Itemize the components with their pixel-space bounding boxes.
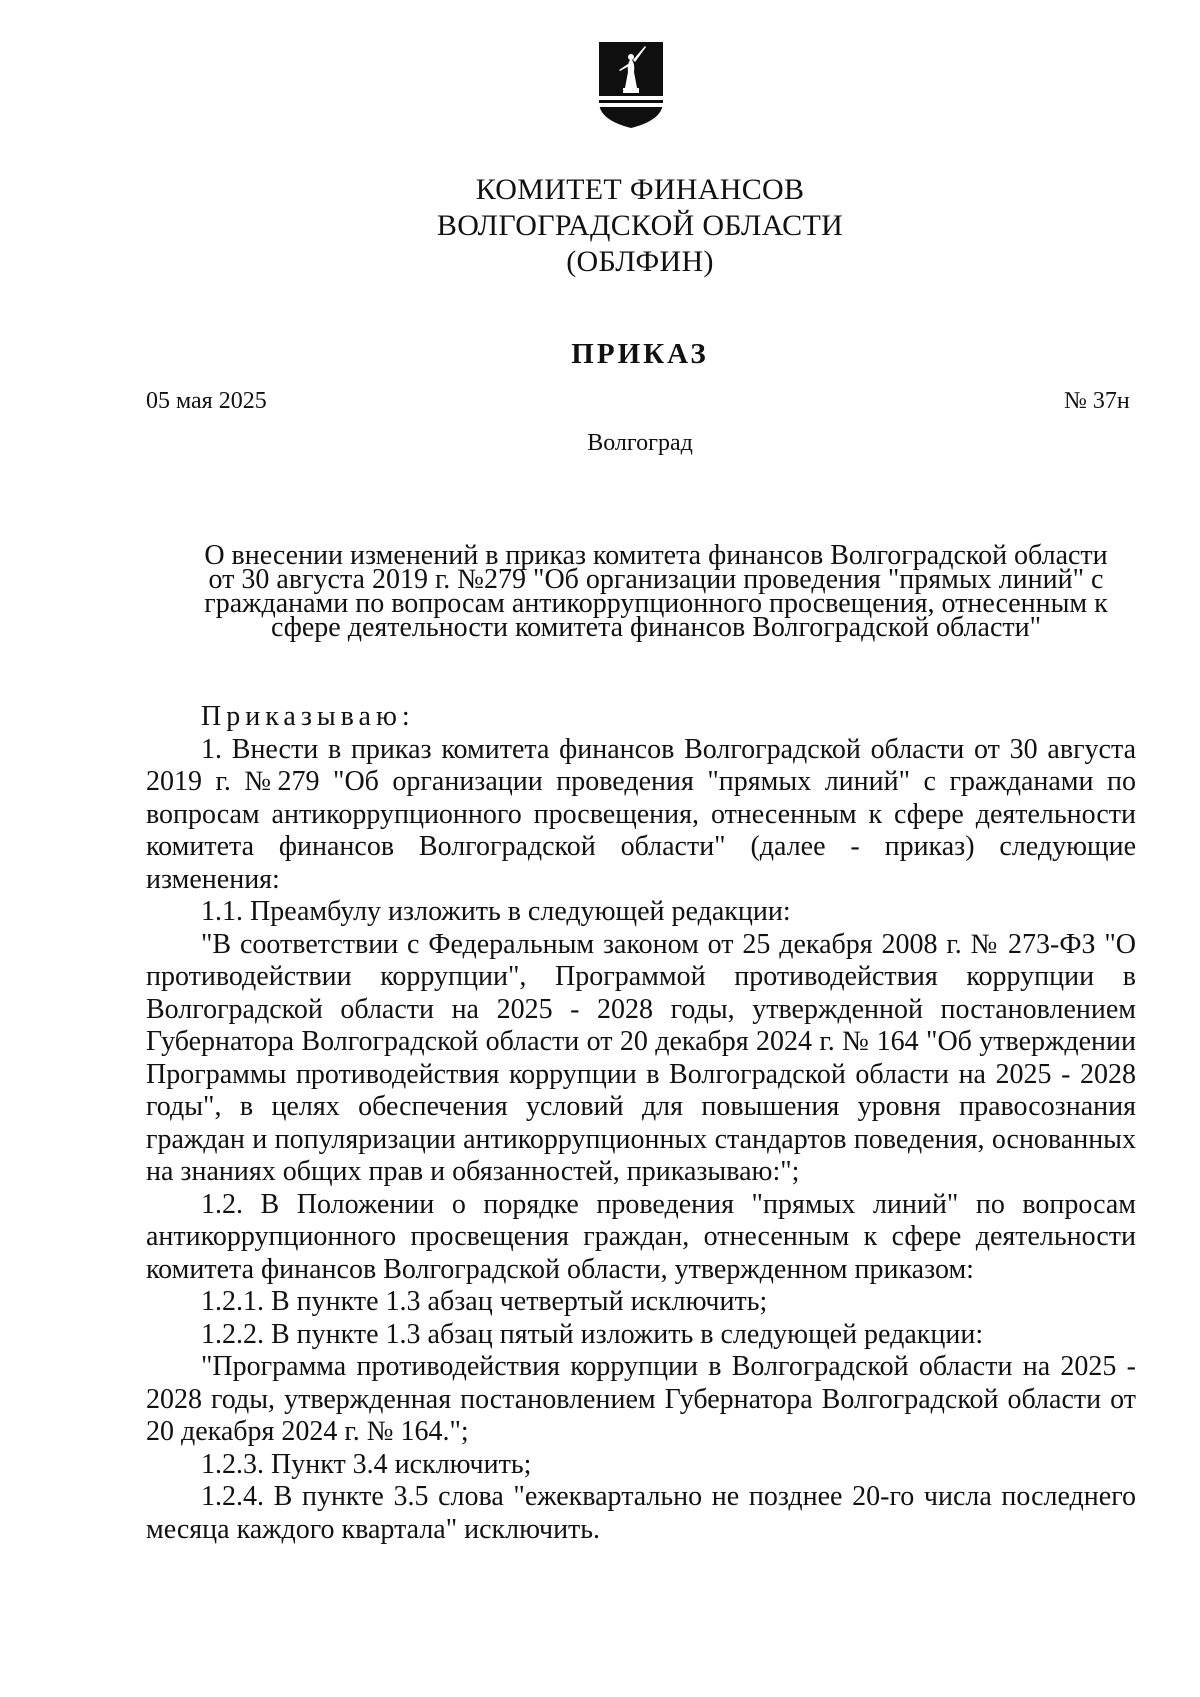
volgograd-emblem-icon bbox=[597, 40, 665, 130]
document-type: ПРИКАЗ bbox=[571, 338, 709, 370]
body-paragraph: 1.2.2. В пункте 1.3 абзац пятый изложить в следующей редакции: bbox=[201, 1318, 984, 1350]
subject-line: О внесении изменений в приказ комитета финансов Волгоградской области bbox=[204, 540, 1108, 571]
body-paragraph: 1.2.1. В пункте 1.3 абзац четвертый исключить; bbox=[201, 1286, 768, 1317]
body-paragraph: 1.1. Преамбулу изложить в следующей редакции: bbox=[201, 896, 791, 927]
body-paragraph: 1.2.4. В пункте 3.5 слова "ежеквартально не позднее 20-го числа последнего месяца каждого квартала" исключить. bbox=[146, 1481, 1136, 1545]
body-paragraph: "В соответствии с Федеральным законом от 25 декабря 2008 г. № 273-ФЗ "О противодействии коррупции", Программой противодействия коррупции в Волгоградской области на 2025 - 2028 годы, утвержденной постановлением Губернатора Волгоградской области от 20 декабря 2024 г. № 164 "Об утверждении Программы противодействия коррупции в Волгоградской области на 2025 - 2028 годы", в целях обеспечения условий для повышения уровня правосознания граждан и популяризации антикоррупционных стандартов поведения, основанных на знаниях общих прав и обязанностей, приказываю:"; bbox=[146, 928, 1136, 1187]
subject-line: сфере деятельности комитета финансов Волгоградской области" bbox=[270, 612, 1042, 643]
body-paragraph: 1.2. В Положении о порядке проведения "прямых линий" по вопросам антикоррупционного просвещения граждан, отнесенным к сфере деятельности комитета финансов Волгоградской области, утвержденном приказом: bbox=[146, 1188, 1136, 1285]
subject-line: от 30 августа 2019 г. №279 "Об организации проведения "прямых линий" с bbox=[208, 564, 1104, 595]
org-name-line: (ОБЛФИН) bbox=[566, 245, 714, 278]
body-paragraph: 1.2.3. Пункт 3.4 исключить; bbox=[201, 1448, 532, 1480]
document-city: Волгоград bbox=[587, 430, 693, 456]
organization-name bbox=[0, 172, 1200, 280]
org-name-line: ВОЛГОГРАДСКОЙ ОБЛАСТИ bbox=[436, 209, 844, 242]
document-body bbox=[146, 701, 1136, 1546]
org-name-line: КОМИТЕТ ФИНАНСОВ bbox=[475, 173, 805, 206]
order-word: Приказываю: bbox=[201, 701, 415, 732]
document-number: № 37н bbox=[1064, 388, 1130, 414]
document-subject bbox=[176, 540, 1136, 643]
body-paragraph: 1. Внести в приказ комитета финансов Волгоградской области от 30 августа 2019 г. №279 "Об организации проведения "прямых линий" с гражданами по вопросам антикоррупционного просвещения, отнесенным к сфере деятельности комитета финансов Волгоградской области" (далее - приказ) следующие изменения: bbox=[146, 733, 1136, 895]
subject-line: гражданами по вопросам антикоррупционного просвещения, отнесенным к bbox=[204, 588, 1108, 619]
document-date: 05 мая 2025 bbox=[146, 388, 267, 414]
body-paragraph: "Программа противодействия коррупции в Волгоградской области на 2025 - 2028 годы, утвержденная постановлением Губернатора Волгоградской области от 20 декабря 2024 г. № 164."; bbox=[146, 1351, 1136, 1447]
